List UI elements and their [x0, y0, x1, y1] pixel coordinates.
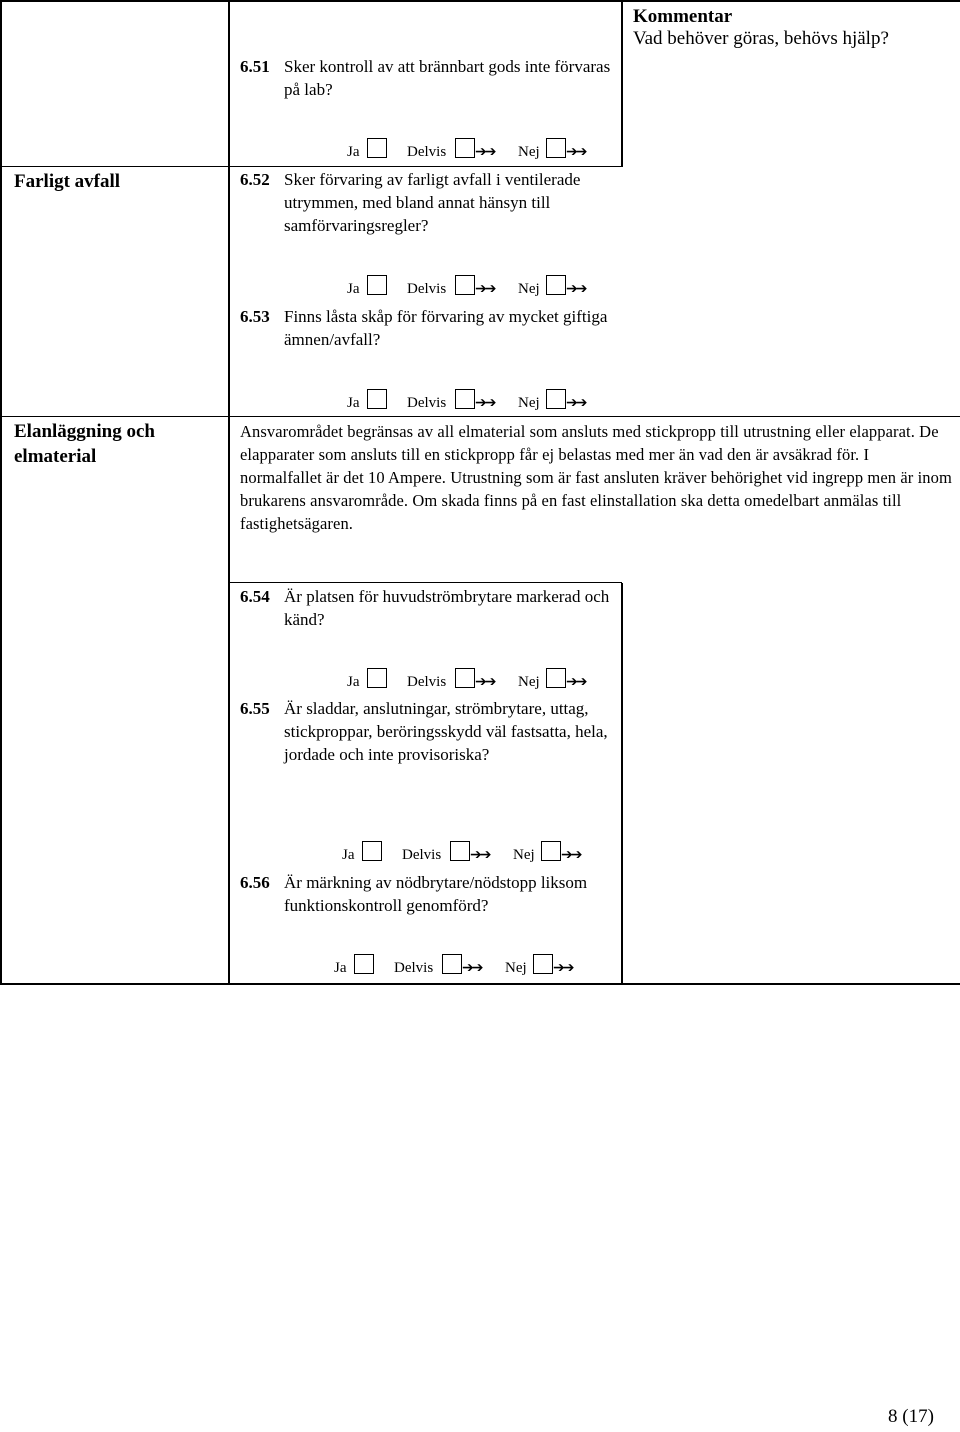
arrow-icon: ➔➔: [566, 145, 586, 160]
answer-delvis-label: Delvis: [407, 144, 447, 160]
arrow-icon: ➔➔: [553, 961, 573, 976]
answer-ja-label: Ja: [347, 395, 360, 411]
answer-delvis-label: Delvis: [407, 395, 447, 411]
arrow-icon: ➔➔: [475, 675, 495, 690]
question-text: Är märkning av nödbrytare/nödstopp liksom funktionskontroll genomförd?: [284, 873, 588, 915]
comment-header: [633, 6, 889, 50]
comment-subtitle: Vad behöver göras, behövs hjälp?: [633, 28, 889, 49]
answer-delvis-label: Delvis: [407, 281, 447, 297]
question-number: 6.55: [240, 699, 270, 718]
answer-delvis-label: Delvis: [407, 674, 447, 690]
answer-ja-label: Ja: [342, 847, 355, 863]
arrow-icon: ➔➔: [470, 848, 490, 863]
question-text: Sker kontroll av att brännbart gods inte förvaras på lab?: [284, 57, 611, 99]
elanlaggning-info-text: Ansvarområdet begränsas av all elmaterial som ansluts med stickpropp till utrustning eller elapparat. De elapparater som ansluts till en stickpropp får ej belastas med mer än vad den är avsäkrad för. I normalfallet är det 10 Ampere. Utrustning som är fast ansluten kräver behörighet vid ingrepp men är inom brukarens ansvarområde. Om skada finns på en fast elinstallation ska detta omedelbart anmälas till fastighetsägaren.: [240, 422, 952, 533]
table-left-border: [0, 0, 2, 985]
question-text: Är sladdar, anslutningar, strömbrytare, uttag, stickproppar, beröringsskydd väl fastsatta, hela, jordade och inte provisoriska?: [284, 699, 608, 764]
row-divider: [228, 582, 622, 583]
checkbox-delvis[interactable]: [455, 389, 475, 409]
checkbox-delvis[interactable]: [455, 668, 475, 688]
arrow-icon: ➔➔: [475, 396, 495, 411]
checkbox-delvis[interactable]: [455, 138, 475, 158]
column-divider-2: [621, 0, 623, 167]
arrow-icon: ➔➔: [566, 282, 586, 297]
question-number: 6.52: [240, 170, 270, 189]
checkbox-nej[interactable]: [546, 668, 566, 688]
checkbox-ja[interactable]: [367, 138, 387, 158]
answer-ja-label: Ja: [347, 281, 360, 297]
column-divider-1: [228, 0, 230, 985]
section-farligt-avfall: Farligt avfall: [14, 171, 121, 192]
checkbox-delvis[interactable]: [442, 954, 462, 974]
question-number: 6.53: [240, 307, 270, 326]
column-divider-2b: [621, 583, 623, 985]
checkbox-ja[interactable]: [354, 954, 374, 974]
section-elanlaggning: Elanläggning och elmaterial: [14, 421, 155, 467]
checkbox-ja[interactable]: [362, 841, 382, 861]
answer-ja-label: Ja: [347, 674, 360, 690]
page-number: 8 (17): [888, 1406, 934, 1427]
question-text: Är platsen för huvudströmbrytare markerad och känd?: [284, 587, 610, 629]
answer-nej-label: Nej: [518, 395, 540, 411]
question-number: 6.51: [240, 57, 270, 76]
answer-ja-label: Ja: [347, 144, 360, 160]
question-number: 6.56: [240, 873, 270, 892]
checkbox-nej[interactable]: [546, 389, 566, 409]
checkbox-ja[interactable]: [367, 275, 387, 295]
row-divider: [0, 416, 960, 417]
arrow-icon: ➔➔: [475, 282, 495, 297]
checkbox-ja[interactable]: [367, 668, 387, 688]
answer-nej-label: Nej: [518, 281, 540, 297]
question-text: Finns låsta skåp för förvaring av mycket giftiga ämnen/avfall?: [284, 307, 608, 349]
answer-ja-label: Ja: [334, 960, 347, 976]
arrow-icon: ➔➔: [561, 848, 581, 863]
checkbox-nej[interactable]: [533, 954, 553, 974]
table-top-border: [0, 0, 960, 2]
arrow-icon: ➔➔: [475, 145, 495, 160]
answer-nej-label: Nej: [513, 847, 535, 863]
answer-delvis-label: Delvis: [402, 847, 442, 863]
checkbox-nej[interactable]: [541, 841, 561, 861]
arrow-icon: ➔➔: [462, 961, 482, 976]
table-bottom-border: [0, 983, 960, 985]
checkbox-nej[interactable]: [546, 275, 566, 295]
answer-nej-label: Nej: [505, 960, 527, 976]
question-text: Sker förvaring av farligt avfall i ventilerade utrymmen, med bland annat hänsyn till samförvaringsregler?: [284, 170, 581, 235]
answer-delvis-label: Delvis: [394, 960, 434, 976]
arrow-icon: ➔➔: [566, 396, 586, 411]
checkbox-delvis[interactable]: [455, 275, 475, 295]
question-number: 6.54: [240, 587, 270, 606]
answer-nej-label: Nej: [518, 144, 540, 160]
checkbox-ja[interactable]: [367, 389, 387, 409]
checkbox-delvis[interactable]: [450, 841, 470, 861]
answer-nej-label: Nej: [518, 674, 540, 690]
arrow-icon: ➔➔: [566, 675, 586, 690]
comment-title: Kommentar: [633, 6, 733, 27]
checkbox-nej[interactable]: [546, 138, 566, 158]
row-divider: [0, 166, 621, 167]
